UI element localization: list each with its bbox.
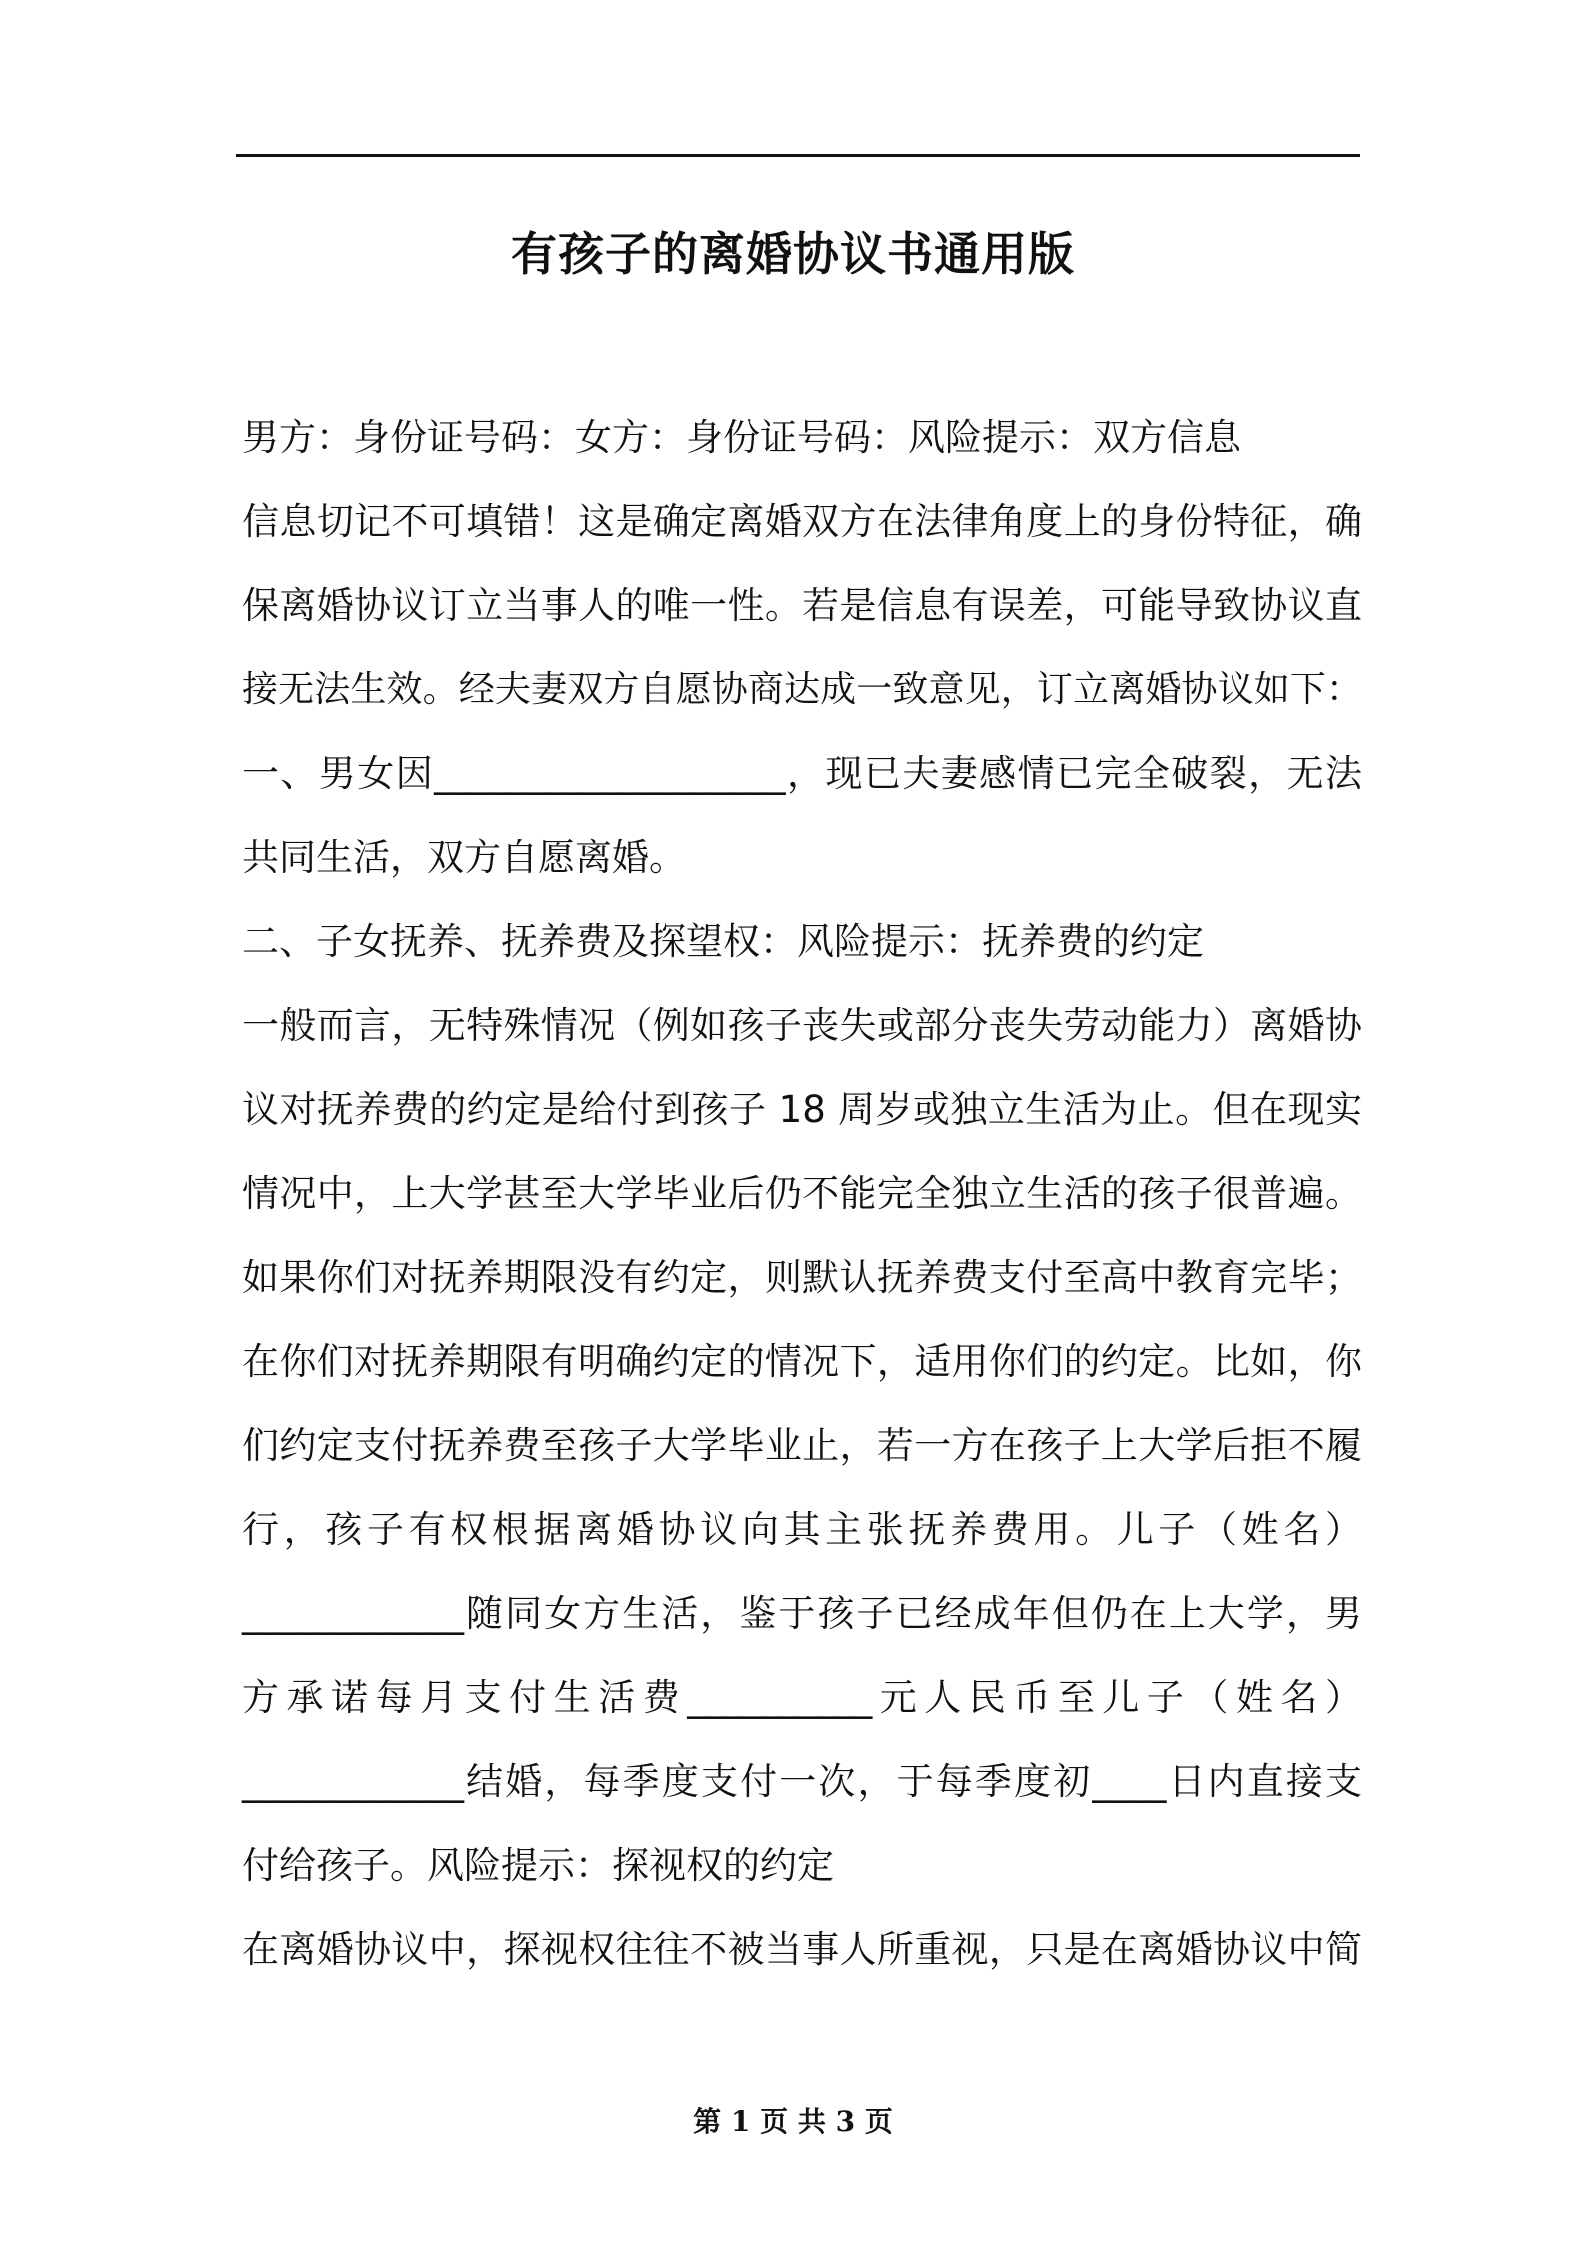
body-line: 们约定支付抚养费至孩子大学毕业止，若一方在孩子上大学后拒不履 bbox=[242, 1424, 1362, 1467]
body-line: ____________结婚，每季度支付一次，于每季度初____日内直接支 bbox=[242, 1760, 1362, 1803]
document-title: 有孩子的离婚协议书通用版 bbox=[511, 227, 1075, 281]
body-line: 如果你们对抚养期限没有约定，则默认抚养费支付至高中教育完毕； bbox=[242, 1256, 1362, 1299]
body-line: 在你们对抚养期限有明确约定的情况下，适用你们的约定。比如，你 bbox=[242, 1340, 1362, 1383]
document-body bbox=[242, 408, 1362, 2004]
body-line: 付给孩子。风险提示：探视权的约定 bbox=[242, 1844, 834, 1887]
body-line: 共同生活，双方自愿离婚。 bbox=[242, 836, 686, 879]
body-line: 议对抚养费的约定是给付到孩子 18 周岁或独立生活为止。但在现实 bbox=[242, 1088, 1362, 1131]
body-line: 在离婚协议中，探视权往往不被当事人所重视，只是在离婚协议中简 bbox=[242, 1928, 1362, 1971]
body-line: 情况中，上大学甚至大学毕业后仍不能完全独立生活的孩子很普遍。 bbox=[242, 1172, 1362, 1215]
header-rule bbox=[236, 154, 1360, 157]
body-line: 一、男女因___________________，现已夫妻感情已完全破裂，无法 bbox=[242, 752, 1362, 795]
body-line: 一般而言，无特殊情况（例如孩子丧失或部分丧失劳动能力）离婚协 bbox=[242, 1004, 1362, 1047]
body-line: 接无法生效。经夫妻双方自愿协商达成一致意见，订立离婚协议如下： bbox=[242, 669, 1362, 710]
body-line: 男方：身份证号码：女方：身份证号码：风险提示：双方信息 bbox=[242, 416, 1241, 459]
body-line: 二、子女抚养、抚养费及探望权：风险提示：抚养费的约定 bbox=[242, 920, 1204, 963]
body-line: 行，孩子有权根据离婚协议向其主张抚养费用。儿子（姓名） bbox=[242, 1508, 1362, 1551]
body-line: 方承诺每月支付生活费__________元人民币至儿子（姓名） bbox=[242, 1676, 1362, 1719]
body-line: ____________随同女方生活，鉴于孩子已经成年但仍在上大学，男 bbox=[242, 1592, 1362, 1635]
page-number-footer: 第 1 页 共 3 页 bbox=[693, 2105, 893, 2138]
body-line: 信息切记不可填错！这是确定离婚双方在法律角度上的身份特征，确 bbox=[242, 500, 1362, 543]
body-line: 保离婚协议订立当事人的唯一性。若是信息有误差，可能导致协议直 bbox=[242, 584, 1362, 627]
